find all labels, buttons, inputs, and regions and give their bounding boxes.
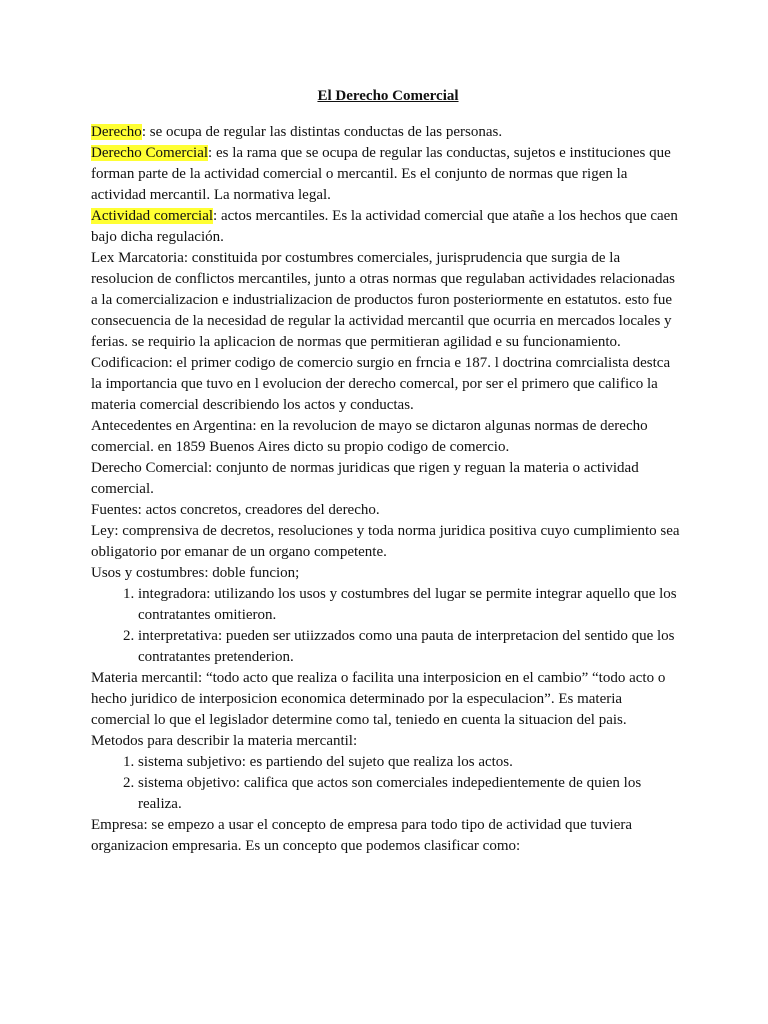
paragraph-fuentes: Fuentes: actos concretos, creadores del derecho. [91,502,380,518]
paragraph-derecho-comercial [91,143,681,206]
paragraph-materia-mercantil: Materia mercantil: “todo acto que realiza o facilita una interposicion en el cambio” “todo acto o hecho juridico de interposicion economica determinado por la especulacion”. Es materia comercial lo que el legislador determine como tal, teniedo en cuenta la situacion del pais. [91,670,666,728]
paragraph-text: : actos mercantiles. Es la actividad comercial que atañe a los hechos que caen bajo dicha regulación. [91,208,678,245]
list-funciones [91,584,681,668]
list-item: 2. interpretativa: pueden ser utiizzados como una pauta de interpretacion del sentido que los contratantes pretenderion. [138,626,681,668]
paragraph-metodos: Metodos para describir la materia mercantil: [91,733,358,749]
paragraph-text: : es la rama que se ocupa de regular las conductas, sujetos e instituciones que forman parte de la actividad comercial o mercantil. Es el conjunto de normas que rigen la actividad mercantil. La normativa legal. [91,145,671,203]
paragraph-derecho [91,122,681,143]
highlighted-term: Actividad comercial [91,208,214,224]
list-item: 1. sistema subjetivo: es partiendo del sujeto que realiza los actos. [138,752,681,773]
paragraph-derecho-comercial-def: Derecho Comercial: conjunto de normas juridicas que rigen y reguan la materia o actividad comercial. [91,460,639,497]
list-item: 2. sistema objetivo: califica que actos son comerciales indepedientemente de quien los realiza. [138,773,681,815]
highlighted-term: Derecho Comercial [91,145,209,161]
list-metodos [91,752,681,815]
paragraph-usos-costumbres: Usos y costumbres: doble funcion; [91,565,300,581]
paragraph-codificacion: Codificacion: el primer codigo de comercio surgio en frncia e 187. l doctrina comrcialista destca la importancia que tuvo en l evolucion der derecho comercal, por ser el primero que califico la materia comercial describiendo los actos y conductas. [91,355,671,413]
paragraph-text: : se ocupa de regular las distintas conductas de las personas. [141,124,503,140]
document-page [91,86,681,857]
highlighted-term: Derecho [91,124,142,140]
document-title: El Derecho Comercial [317,88,459,104]
paragraph-empresa: Empresa: se empezo a usar el concepto de empresa para todo tipo de actividad que tuviera organizacion empresaria. Es un concepto que podemos clasificar como: [91,817,633,854]
paragraph-actividad-comercial [91,206,681,248]
list-item: 1. integradora: utilizando los usos y costumbres del lugar se permite integrar aquello que los contratantes omitieron. [138,584,681,626]
paragraph-ley: Ley: comprensiva de decretos, resoluciones y toda norma juridica positiva cuyo cumplimiento sea obligatorio por emanar de un organo competente. [91,523,680,560]
paragraph-antecedentes: Antecedentes en Argentina: en la revolucion de mayo se dictaron algunas normas de derecho comercial. en 1859 Buenos Aires dicto su propio codigo de comercio. [91,418,648,455]
paragraph-lex-mercatoria: Lex Marcatoria: constituida por costumbres comerciales, jurisprudencia que surgia de la resolucion de conflictos mercantiles, junto a otras normas que regulaban actividades relacionadas a la comercializacion e industrializacion de productos furon posteriormente en estatutos. esto fue consecuencia de la necesidad de regular la actividad mercantil que ocurria en mercados locales y ferias. se requirio la aplicacion de normas que permitieran agilidad e su funcionamiento. [91,250,675,350]
